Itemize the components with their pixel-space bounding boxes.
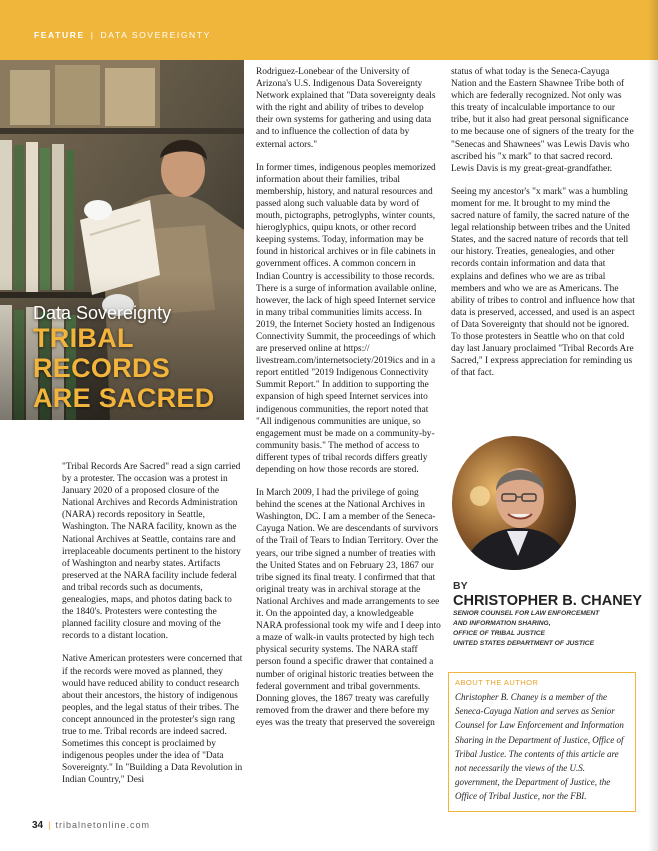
section-label xyxy=(34,30,211,40)
author-role-line: AND INFORMATION SHARING, xyxy=(453,620,551,627)
article-column-3 xyxy=(451,66,636,390)
author-role-line: SENIOR COUNSEL FOR LAW ENFORCEMENT xyxy=(453,610,600,617)
author-portrait xyxy=(452,436,576,570)
footer-separator: | xyxy=(48,820,51,830)
page-footer xyxy=(32,820,150,831)
page-number: 34 xyxy=(32,820,44,831)
footer-website-link[interactable]: tribalnetonline.com xyxy=(55,820,151,830)
about-author-text: Christopher B. Chaney is a member of the Seneca-Cayuga Nation and serves as Senior Counsel for Law Enforcement and Information Sharing in the Department of Justice, Office of Tribal Justice. The contents of this article are not necessarily the views of the U.S. government, the Department of Justice, the Office of Tribal Justice, nor the FBI. xyxy=(455,692,624,802)
subsection-name: DATA SOVEREIGNTY xyxy=(100,30,211,40)
paragraph: Rodriguez-Lonebear of the University of Arizona's U.S. Indigenous Data Sovereignty Network explained that "Data sovereignty deals with the right and ability of tribes to develop their own systems for gathering and using data and to influence the collection of data by external actors." xyxy=(256,67,436,150)
section-separator: | xyxy=(90,30,95,40)
hero-subtitle: Data Sovereignty xyxy=(33,303,172,323)
author-role-line: UNITED STATES DEPARTMENT OF JUSTICE xyxy=(453,640,595,647)
about-author-label: ABOUT THE AUTHOR xyxy=(455,678,539,687)
paragraph: In March 2009, I had the privilege of going behind the scenes at the National Archives in Washington, DC. I am a member of the Seneca-Cayuga Nation. We are descendants of survivors of the Trail of Tears to Indian Territory. Over the years, our tribe signed a number of treaties with the United States and on February 23, 1867 our tribe signed its final treaty. I confirmed that that original treaty was in archival storage at the National Archives and made arrangements to see it. On the appointed day, a knowledgeable NARA professional took my wife and I deep into a maze of walk-in vaults protected by high tech physical security systems. The NARA staff person found a specific drawer that contained a number of original historic treaties between the federal government and tribal governments. Donning gloves, the 1867 treaty was carefully removed from the drawer and there before my eyes was the treaty that preserved the sovereign xyxy=(256,488,441,728)
page-edge-shadow xyxy=(648,0,658,851)
paragraph: Native American protesters were concerned that if the records were moved as planned, they would have reduced ability to conduct research about their ancestors, the history of indigenous peoples, and the legal status of their tribes. The concept announced in the protester's sign rang true to me. Tribal records are indeed sacred. Sometimes this concept is proclaimed by indigenous peoples under the idea of "Data Sovereignty." In "Building a Data Revolution in Indian Country," Desi xyxy=(62,654,243,786)
byline xyxy=(453,580,643,649)
author-role-line: OFFICE OF TRIBAL JUSTICE xyxy=(453,630,546,637)
article-column-2 xyxy=(256,66,441,740)
author-portrait-illustration xyxy=(452,436,576,570)
byline-by: BY xyxy=(453,580,468,592)
paragraph: Seeing my ancestor's "x mark" was a humbling moment for me. It brought to my mind the sacred nature of family, the sacred nature of the legal relationship between tribes and the United States, and the sacred nature of records that tell our history. Treaties, genealogies, and other records contain information and data that explains and defines who we are as tribal members and who we are as Americans. The ability of tribes to control and influence how that data is preserved, accessed, and used is an aspect of Data Sovereignty that should not be ignored. To those protesters in Seattle who on that cold day last January proclaimed "Tribal Records Are Sacred," I express appreciation for reminding us of that fact. xyxy=(451,186,635,379)
section-header-bar xyxy=(0,0,658,60)
about-author-box xyxy=(448,672,636,812)
author-name: CHRISTOPHER B. CHANEY xyxy=(453,593,643,609)
section-name: FEATURE xyxy=(34,30,85,40)
article-column-1 xyxy=(62,461,245,797)
hero-title: TRIBAL RECORDS ARE SACRED xyxy=(33,323,215,413)
paragraph: "Tribal Records Are Sacred" read a sign carried by a protester. The occasion was a protest in January 2020 of a proposed closure of the National Archives and Records Administration (NARA) records repository in Seattle, Washington. The NARA facility, known as the National Archives at Seattle, contains rare and irreplaceable documents pertinent to the history of Washington and nearby states. Artifacts preserved at the NARA facility include federal and tribal records such as documents, genealogies, maps, and photos dating back to the 1840's. Protesters were contesting the planned facility closure and moving of the records to a distant location. xyxy=(62,462,241,642)
paragraph: status of what today is the Seneca-Cayuga Nation and the Eastern Shawnee Tribe both of which are federally recognized. Not only was this treaty of incalculable importance to our tribe, but it also had great personal significance to me because one of signers of the treaty for the "Senecas and Shawnees" was Lewis Davis who ascribed his "x mark" to that sacred record. Lewis Davis is my great-great-grandfather. xyxy=(451,67,634,174)
paragraph: In former times, indigenous peoples memorized information about their families, tribal membership, history, and natural resources and passed along such valuable data by word of mouth, pictographs, petroglyphs, winter counts, hieroglyphics, quipu knots, or other record keeping systems. Today, information may be found in historical archives or in file cabinets in government offices. A common concern in Indian Country is accessibility to those records. There is a surge of information available online, however, the lack of high speed Internet service in many tribal communities limits access. In 2019, the Internet Society hosted an Indigenous Connectivity Summit, the proceedings of which are preserved online at https:// livestream.com/internetsociety/2019ics and in a report entitled "2019 Indigenous Connectivity Summit Report." In addition to supporting the expansion of high speed Internet services into indigenous communities, the report noted that "All indigenous communities are unique, so engagement must be made on a community-by-community basis." The method of access to different types of tribal records differs greatly depending on how those records are stored. xyxy=(256,162,437,475)
